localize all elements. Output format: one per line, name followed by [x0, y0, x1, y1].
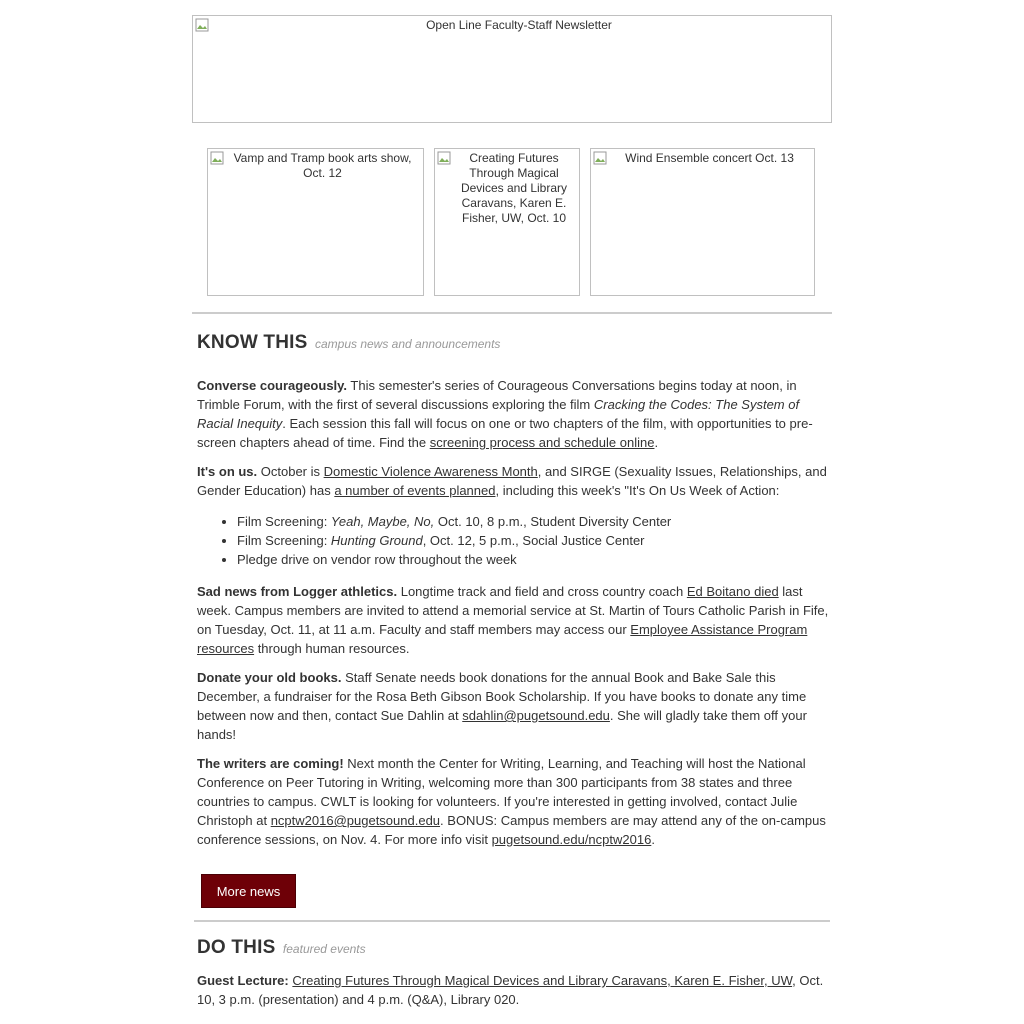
news-item-writers-coming: The writers are coming! Next month the Center for Writing, Learning, and Teaching will host the National Conference on Peer Tutoring in Writing, welcoming more than 300 participants from 38 states and three countries to campus. CWLT is looking for volunteers. If you're interested in getting involved, contact Julie Christoph at ncptw2016@pugetsound.edu. BONUS: Campus members are may attend any of the on-campus conference sessions, on Nov. 4. For more info visit pugetsound.edu/ncptw2016.: [197, 756, 826, 847]
know-this-content: [197, 376, 829, 859]
do-this-content: [197, 971, 829, 1019]
do-this-heading: [197, 937, 366, 959]
know-this-heading: [197, 332, 500, 354]
event-item-guest-lecture: Guest Lecture: Creating Futures Through Magical Devices and Library Caravans, Karen E. Fisher, UW, Oct. 10, 3 p.m. (presentation) and 4 p.m. (Q&A), Library 020.: [197, 973, 824, 1007]
ed-boitano-link[interactable]: Ed Boitano died: [686, 584, 779, 599]
featured-image-wind-ensemble[interactable]: [590, 148, 815, 296]
featured-image-alt: Creating Futures Through Magical Devices and Library Caravans, Karen E. Fisher, UW, Oct. 10: [460, 151, 568, 225]
broken-image-icon: [593, 151, 607, 165]
know-this-subtitle: campus news and announcements: [314, 337, 501, 351]
film-title: Cracking the Codes: The System of Racial Inequity: [197, 397, 800, 431]
sdahlin-email-link[interactable]: sdahlin@pugetsound.edu: [462, 708, 610, 723]
list-item: • Film Screening: Hunting Ground, Oct. 12, 5 p.m., Social Justice Center: [237, 531, 829, 550]
know-this-title: KNOW THIS: [197, 332, 308, 353]
banner-alt-text: Open Line Faculty-Staff Newsletter: [426, 18, 612, 32]
list-item: • Film Screening: Yeah, Maybe, No, Oct. 10, 8 p.m., Student Diversity Center: [237, 512, 829, 531]
section-divider: [194, 920, 830, 922]
news-item-lead: Donate your old books.: [197, 670, 342, 685]
employee-assistance-link[interactable]: Employee Assistance Program resources: [197, 622, 808, 656]
featured-image-creating-futures[interactable]: [434, 148, 580, 296]
news-item-lead: The writers are coming!: [197, 756, 344, 771]
broken-image-icon: [195, 18, 209, 32]
section-divider: [192, 312, 832, 314]
featured-image-vamp-tramp[interactable]: [207, 148, 424, 296]
news-item-lead: Converse courageously.: [197, 378, 348, 393]
ncptw-email-link[interactable]: ncptw2016@pugetsound.edu: [270, 813, 441, 828]
do-this-title: DO THIS: [197, 937, 276, 958]
event-item-lead: Guest Lecture:: [197, 973, 289, 988]
news-item-donate-books: Donate your old books. Staff Senate needs book donations for the annual Book and Bake Sale this December, a fundraiser for the Rosa Beth Gibson Book Scholarship. If you have books to donate any time between now and then, contact Sue Dahlin at sdahlin@pugetsound.edu. She will gladly take them off your hands!: [197, 670, 807, 742]
events-planned-link[interactable]: a number of events planned: [334, 483, 496, 498]
ncptw-website-link[interactable]: pugetsound.edu/ncptw2016: [491, 832, 652, 847]
guest-lecture-link[interactable]: Creating Futures Through Magical Devices and Library Caravans, Karen E. Fisher, UW: [292, 973, 793, 988]
news-item-lead: Sad news from Logger athletics.: [197, 584, 398, 599]
newsletter-banner-image[interactable]: [192, 15, 832, 123]
more-news-button[interactable]: More news: [201, 874, 296, 908]
featured-image-alt: Vamp and Tramp book arts show, Oct. 12: [233, 151, 412, 180]
week-of-action-list: [197, 512, 829, 569]
broken-image-icon: [437, 151, 451, 165]
news-item-converse: Converse courageously. This semester's series of Courageous Conversations begins today at noon, in Trimble Forum, with the first of several discussions exploring the film Cracking the Codes: The System of Racial Inequity. Each session this fall will focus on one or two chapters of the film, with opportunities to pre-screen chapters ahead of time. Find the screening process and schedule online.: [197, 378, 813, 450]
news-item-its-on-us: It's on us. October is Domestic Violence Awareness Month, and SIRGE (Sexuality Issues, Relationships, and Gender Education) has a number of events planned, including this week's "It's On Us Week of Action:: [197, 464, 827, 498]
broken-image-icon: [210, 151, 224, 165]
list-item: • Pledge drive on vendor row throughout the week: [237, 550, 829, 569]
featured-image-alt: Wind Ensemble concert Oct. 13: [625, 151, 794, 165]
news-item-logger-athletics: Sad news from Logger athletics. Longtime track and field and cross country coach Ed Boitano died last week. Campus members are invited to attend a memorial service at St. Martin of Tours Catholic Parish in Fife, on Tuesday, Oct. 11, at 11 a.m. Faculty and staff members may access our Employee Assistance Program resources through human resources.: [197, 584, 829, 656]
do-this-subtitle: featured events: [282, 942, 366, 956]
news-item-lead: It's on us.: [197, 464, 258, 479]
dv-awareness-month-link[interactable]: Domestic Violence Awareness Month: [323, 464, 538, 479]
screening-schedule-link[interactable]: screening process and schedule online: [429, 435, 655, 450]
